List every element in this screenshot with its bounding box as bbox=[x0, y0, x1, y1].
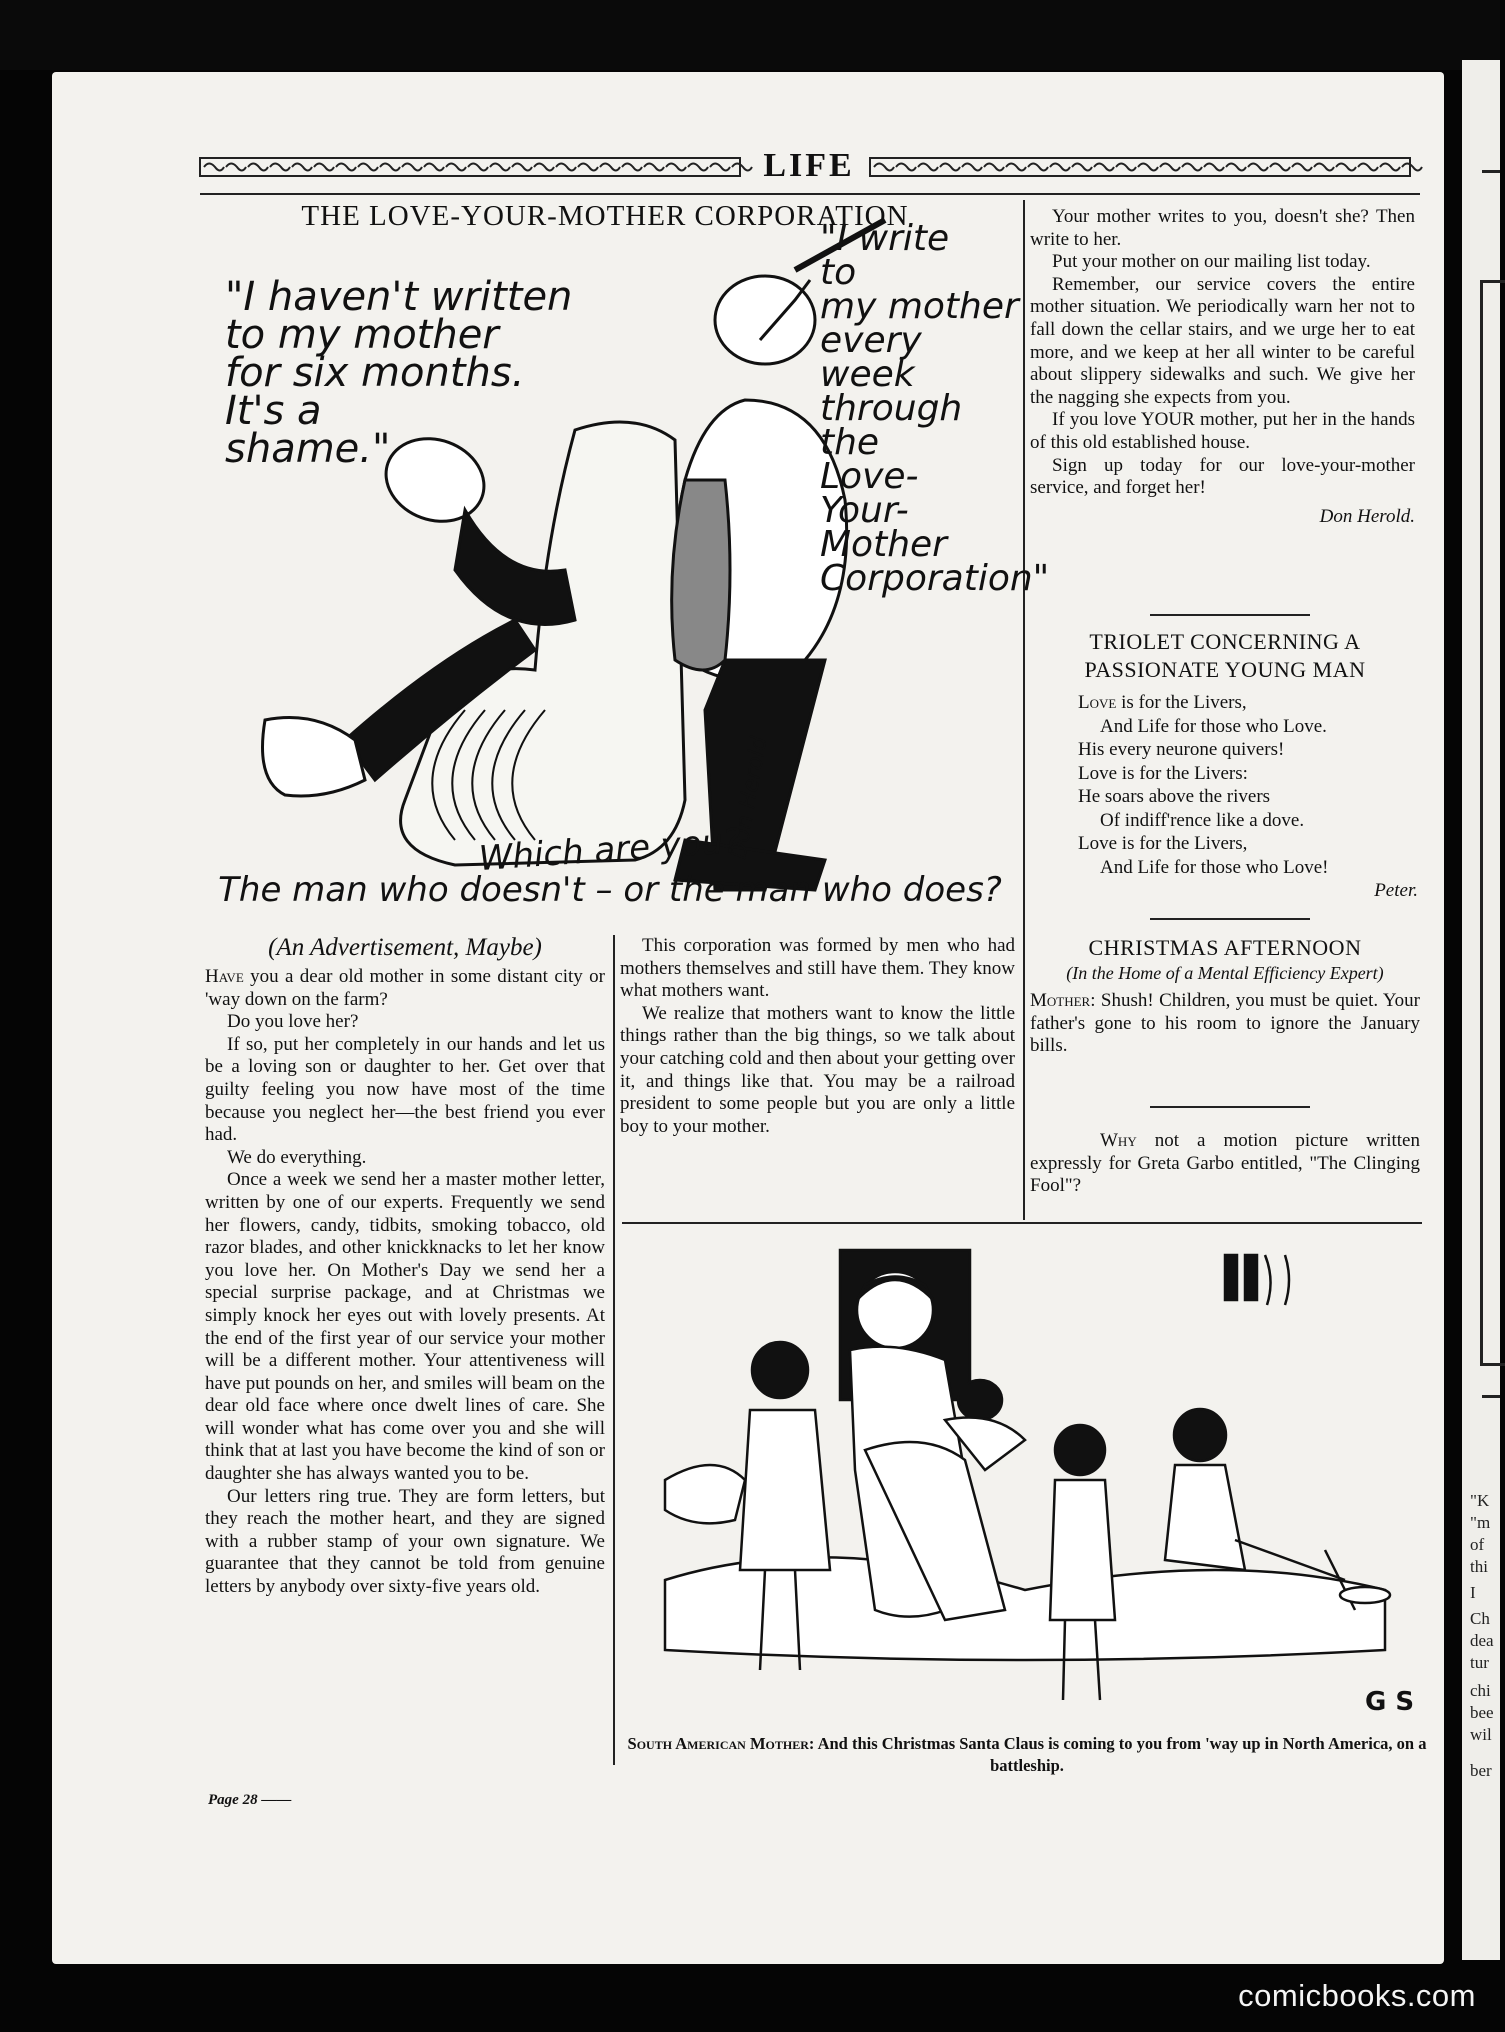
holly-border-icon bbox=[870, 158, 1410, 176]
cartoon-caption bbox=[210, 820, 1010, 910]
triolet-author: Peter. bbox=[1374, 880, 1418, 901]
article-column-2 bbox=[620, 935, 1015, 1138]
christmas-text bbox=[1030, 990, 1420, 1058]
cartoon2-caption-text: And this Christmas Santa Claus is coming to you from 'way up in North America, on a battleship. bbox=[814, 1734, 1427, 1775]
triolet-line: He soars above the rivers bbox=[1078, 786, 1271, 807]
adjacent-rule bbox=[1482, 1395, 1500, 1398]
svg-text:"I haven't writtento my mother bbox=[225, 274, 572, 472]
adjacent-box bbox=[1480, 280, 1505, 1366]
adjacent-fragment: of bbox=[1470, 1535, 1485, 1554]
adjacent-fragment: chi bbox=[1470, 1681, 1491, 1700]
col3-paragraph: If you love YOUR mother, put her in the hands of this old established house. bbox=[1030, 409, 1415, 453]
adjacent-rule bbox=[1482, 170, 1500, 173]
cartoon2-caption bbox=[622, 1733, 1432, 1777]
cartoon-quote-line: through bbox=[820, 388, 963, 429]
cartoon-caption-line2: The man who doesn't – or the man who does? bbox=[218, 870, 1002, 910]
cartoon-caption-line1: Which are you? bbox=[477, 820, 743, 880]
column-rule bbox=[1023, 200, 1025, 1220]
cartoon-love-your-mother bbox=[205, 218, 1050, 900]
cartoon-quote-line: "I write bbox=[820, 218, 950, 259]
cartoon-quote-line: Mother bbox=[820, 524, 947, 565]
adjacent-fragment: ber bbox=[1470, 1761, 1492, 1780]
scan-border bbox=[0, 0, 1500, 70]
christmas-subtitle: (In the Home of a Mental Efficiency Expert) bbox=[1066, 963, 1384, 983]
col2-paragraph: We realize that mothers want to know the little things rather than the big things, so we talk about your catching cold and then about your getting over it, and things like that. You may be a railroad president to some people but you are only a little boy to your mother. bbox=[620, 1002, 1015, 1137]
why-not-paragraph bbox=[1030, 1130, 1420, 1198]
col1-paragraph: We do everything. bbox=[227, 1146, 367, 1168]
section-divider bbox=[1150, 1106, 1310, 1108]
triolet-line: And Life for those who Love. bbox=[1100, 715, 1327, 737]
article-title: THE LOVE-YOUR-MOTHER CORPORATION bbox=[301, 200, 909, 232]
cartoon-quote-line: week bbox=[820, 354, 915, 395]
why-not-lead: Why bbox=[1100, 1130, 1137, 1151]
col1-paragraph: Once a week we send her a master mother letter, written by one of our experts. Frequently we send her flowers, candy, tidbits, smoking tobacco, old razor blades, and other knickknacks to let her know you love her. On Mother's Day we send her a special surprise package, and at Christmas we simply knock her eyes out with lovely presents. At the end of the first year of our service your mother will be a different mother. Your attentiveness will have put pounds on her, and smiles will beam on the dear old face where once dwelt lines of care. She will wonder what has come over you and she will think that at last you have become the kind of son or daughter she has always wanted you to be. bbox=[205, 1169, 605, 1485]
col3-paragraph: Put your mother on our mailing list today. bbox=[1052, 251, 1371, 273]
cartoon-quote-line: Love- bbox=[820, 456, 919, 497]
cartoon-quote-line: for six months. bbox=[225, 350, 525, 396]
cartoon-quote-line: every bbox=[820, 320, 922, 361]
article-column-1 bbox=[205, 932, 605, 1599]
col1-paragraph: If so, put her completely in our hands and let us be a loving son or daughter to her. Get over that guilty feeling you now have most of the time because you neglect her—the best friend you ever had. bbox=[205, 1033, 605, 1146]
triolet-line: His every neurone quivers! bbox=[1078, 739, 1285, 760]
cartoon-quote-line: to bbox=[820, 252, 857, 293]
triolet-line: Love is for the Livers, bbox=[1078, 692, 1247, 713]
cartoon-quote-line: "I haven't written bbox=[225, 274, 573, 320]
col3-paragraph: Sign up today for our love-your-mother service, and forget her! bbox=[1030, 454, 1415, 499]
article-subtitle: (An Advertisement, Maybe) bbox=[268, 934, 542, 961]
page-header bbox=[200, 146, 1410, 186]
cartoon-quote-line: the bbox=[820, 422, 880, 463]
adjacent-fragment: thi bbox=[1470, 1557, 1488, 1576]
article-column-3 bbox=[1030, 206, 1415, 528]
adjacent-fragment: tur bbox=[1470, 1653, 1489, 1672]
cartoon-quote-line: It's a bbox=[225, 388, 322, 434]
page-number: Page 28 —— bbox=[208, 1792, 292, 1808]
cartoon-quote-line: my mother bbox=[820, 286, 1019, 327]
section-divider bbox=[1150, 918, 1310, 920]
magazine-title: LIFE bbox=[763, 147, 855, 184]
col3-paragraph: Remember, our service covers the entire mother situation. We periodically warn her not to fall down the cellar stairs, and we urge her to eat more, and we keep at her all winter to be careful about slippery sidewalks and such. We give her the nagging she expects from you. bbox=[1030, 273, 1415, 408]
adjacent-fragment: Ch bbox=[1470, 1609, 1490, 1628]
article-author: Don Herold. bbox=[1319, 505, 1415, 527]
section-rule bbox=[622, 1222, 1422, 1224]
adjacent-fragment: wil bbox=[1470, 1725, 1492, 1744]
triolet-title: TRIOLET CONCERNING A PASSIONATE YOUNG MAN bbox=[1084, 629, 1366, 682]
adjacent-fragment: bee bbox=[1470, 1703, 1494, 1722]
col3-paragraph: Your mother writes to you, doesn't she? Then write to her. bbox=[1030, 206, 1415, 250]
christmas-speaker: Mother: bbox=[1030, 990, 1096, 1011]
cartoon2-speaker: South American Mother: bbox=[627, 1734, 815, 1753]
christmas-body: Shush! Children, you must be quiet. Your father's gone to his room to ignore the January bills. bbox=[1030, 990, 1420, 1057]
triolet-line: Love is for the Livers: bbox=[1078, 762, 1248, 784]
holly-border-icon bbox=[200, 158, 740, 176]
cartoon-quote-line: to my mother bbox=[225, 312, 499, 358]
christmas-title: CHRISTMAS AFTERNOON bbox=[1088, 935, 1362, 960]
section-divider bbox=[1150, 614, 1310, 616]
triolet-line: And Life for those who Love! bbox=[1100, 856, 1329, 878]
why-not-body: not a motion picture written expressly for Greta Garbo entitled, "The Clinging Fool"? bbox=[1030, 1130, 1420, 1197]
col1-paragraphs bbox=[205, 966, 605, 1599]
christmas-section bbox=[1030, 934, 1420, 1058]
site-watermark: comicbooks.com bbox=[1238, 1978, 1476, 2013]
triolet-line: Of indiff'rence like a dove. bbox=[1100, 809, 1305, 831]
cartoon2-signature: G S bbox=[1365, 1687, 1415, 1717]
column-rule bbox=[613, 935, 615, 1765]
col2-paragraphs bbox=[620, 935, 1015, 1138]
adjacent-fragment: "m bbox=[1470, 1513, 1491, 1532]
col3-paragraphs bbox=[1030, 206, 1415, 500]
triolet-lines bbox=[1078, 691, 1418, 879]
col1-paragraph: Have you a dear old mother in some distant city or 'way down on the farm? bbox=[205, 966, 605, 1010]
adjacent-page bbox=[1462, 60, 1500, 1960]
cartoon-quote-line: Your- bbox=[820, 490, 909, 531]
svg-text:"I writetomy mothereveryweekth bbox=[820, 218, 1049, 599]
col1-paragraph: Do you love her? bbox=[227, 1011, 359, 1033]
cartoon-quote-line: shame." bbox=[225, 426, 391, 472]
col2-paragraph: This corporation was formed by men who had mothers themselves and still have them. They know what mothers want. bbox=[620, 935, 1015, 1002]
triolet-poem bbox=[1078, 691, 1418, 903]
adjacent-fragment: "K bbox=[1470, 1491, 1490, 1510]
adjacent-fragment: I bbox=[1470, 1583, 1476, 1602]
cartoon-quote-line: Corporation" bbox=[820, 558, 1050, 599]
cartoon-south-american-mother bbox=[625, 1250, 1425, 1730]
lead-word: Have bbox=[205, 966, 244, 987]
triolet-line: Love is for the Livers, bbox=[1078, 833, 1248, 854]
header-rule bbox=[200, 193, 1420, 195]
cartoonist-signature: Don Herold bbox=[726, 734, 773, 862]
adjacent-fragment: dea bbox=[1470, 1631, 1494, 1650]
col1-paragraph: Our letters ring true. They are form letters, but they reach the mother heart, and they are signed with a rubber stamp of your own signature. We guarantee that they cannot be told from genuine letters by anybody over sixty-five years old. bbox=[205, 1485, 605, 1598]
